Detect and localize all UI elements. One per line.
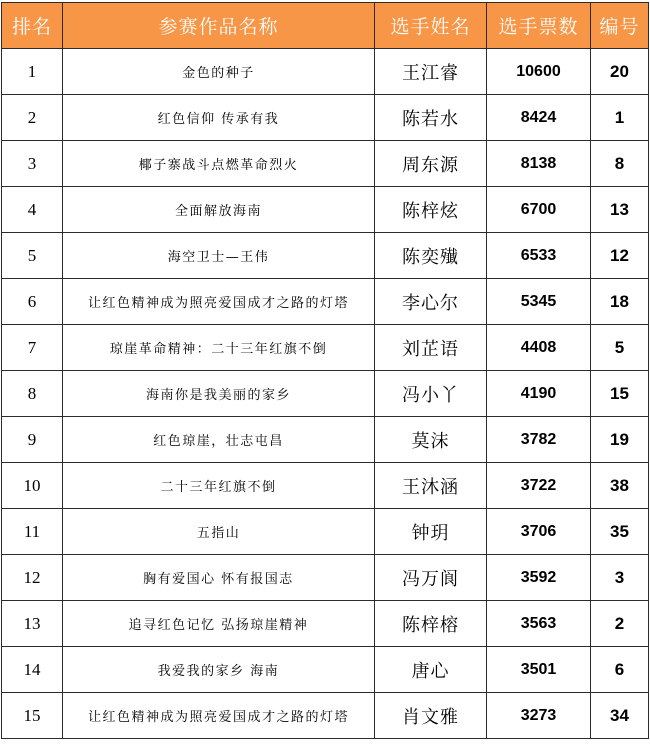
cell-votes: 3501 xyxy=(487,647,591,693)
ranking-table xyxy=(1,2,649,739)
cell-contestant-name: 陈梓炫 xyxy=(375,187,487,233)
table-row xyxy=(2,463,649,509)
cell-votes: 3706 xyxy=(487,509,591,555)
cell-title: 我爱我的家乡 海南 xyxy=(63,647,375,693)
cell-rank: 9 xyxy=(2,417,63,463)
cell-votes: 4190 xyxy=(487,371,591,417)
cell-votes: 4408 xyxy=(487,325,591,371)
table-row xyxy=(2,49,649,95)
cell-contestant-name: 陈梓榕 xyxy=(375,601,487,647)
cell-number: 5 xyxy=(591,325,649,371)
cell-rank: 3 xyxy=(2,141,63,187)
cell-contestant-name: 冯小丫 xyxy=(375,371,487,417)
cell-votes: 6533 xyxy=(487,233,591,279)
cell-rank: 8 xyxy=(2,371,63,417)
cell-title: 五指山 xyxy=(63,509,375,555)
cell-number: 19 xyxy=(591,417,649,463)
table-row xyxy=(2,509,649,555)
cell-rank: 6 xyxy=(2,279,63,325)
table-row xyxy=(2,647,649,693)
cell-number: 8 xyxy=(591,141,649,187)
cell-title: 二十三年红旗不倒 xyxy=(63,463,375,509)
cell-title: 金色的种子 xyxy=(63,49,375,95)
table-row xyxy=(2,279,649,325)
cell-votes: 3722 xyxy=(487,463,591,509)
table-row xyxy=(2,95,649,141)
cell-contestant-name: 刘芷语 xyxy=(375,325,487,371)
table-row xyxy=(2,187,649,233)
cell-title: 椰子寨战斗点燃革命烈火 xyxy=(63,141,375,187)
cell-number: 13 xyxy=(591,187,649,233)
cell-rank: 5 xyxy=(2,233,63,279)
header-number: 编号 xyxy=(591,3,649,49)
cell-title: 全面解放海南 xyxy=(63,187,375,233)
cell-contestant-name: 莫沫 xyxy=(375,417,487,463)
cell-number: 6 xyxy=(591,647,649,693)
cell-number: 38 xyxy=(591,463,649,509)
cell-contestant-name: 陈奕殱 xyxy=(375,233,487,279)
cell-contestant-name: 钟玥 xyxy=(375,509,487,555)
cell-contestant-name: 王沐涵 xyxy=(375,463,487,509)
table-row xyxy=(2,233,649,279)
cell-number: 2 xyxy=(591,601,649,647)
cell-number: 34 xyxy=(591,693,649,739)
cell-votes: 5345 xyxy=(487,279,591,325)
cell-rank: 11 xyxy=(2,509,63,555)
cell-contestant-name: 肖文雅 xyxy=(375,693,487,739)
table-row xyxy=(2,417,649,463)
cell-title: 海南你是我美丽的家乡 xyxy=(63,371,375,417)
cell-number: 12 xyxy=(591,233,649,279)
cell-votes: 10600 xyxy=(487,49,591,95)
cell-contestant-name: 王江睿 xyxy=(375,49,487,95)
cell-rank: 14 xyxy=(2,647,63,693)
cell-votes: 6700 xyxy=(487,187,591,233)
cell-votes: 8424 xyxy=(487,95,591,141)
cell-rank: 12 xyxy=(2,555,63,601)
cell-rank: 1 xyxy=(2,49,63,95)
cell-title: 琼崖革命精神：二十三年红旗不倒 xyxy=(63,325,375,371)
cell-number: 3 xyxy=(591,555,649,601)
cell-rank: 15 xyxy=(2,693,63,739)
cell-number: 35 xyxy=(591,509,649,555)
table-body xyxy=(2,49,649,739)
cell-title: 让红色精神成为照亮爱国成才之路的灯塔 xyxy=(63,693,375,739)
cell-votes: 8138 xyxy=(487,141,591,187)
table-row xyxy=(2,693,649,739)
cell-rank: 4 xyxy=(2,187,63,233)
cell-rank: 2 xyxy=(2,95,63,141)
cell-votes: 3563 xyxy=(487,601,591,647)
cell-number: 18 xyxy=(591,279,649,325)
cell-rank: 13 xyxy=(2,601,63,647)
cell-contestant-name: 唐心 xyxy=(375,647,487,693)
cell-votes: 3273 xyxy=(487,693,591,739)
cell-number: 1 xyxy=(591,95,649,141)
table-row xyxy=(2,601,649,647)
cell-contestant-name: 冯万阆 xyxy=(375,555,487,601)
table-row xyxy=(2,325,649,371)
table-header-row xyxy=(2,3,649,49)
cell-rank: 7 xyxy=(2,325,63,371)
header-title: 参赛作品名称 xyxy=(63,3,375,49)
cell-title: 红色琼崖，壮志屯昌 xyxy=(63,417,375,463)
cell-title: 红色信仰 传承有我 xyxy=(63,95,375,141)
cell-number: 15 xyxy=(591,371,649,417)
table-row xyxy=(2,555,649,601)
header-rank: 排名 xyxy=(2,3,63,49)
cell-title: 海空卫士—王伟 xyxy=(63,233,375,279)
header-name: 选手姓名 xyxy=(375,3,487,49)
table-row xyxy=(2,371,649,417)
cell-votes: 3782 xyxy=(487,417,591,463)
cell-title: 胸有爱国心 怀有报国志 xyxy=(63,555,375,601)
cell-title: 追寻红色记忆 弘扬琼崖精神 xyxy=(63,601,375,647)
cell-contestant-name: 李心尔 xyxy=(375,279,487,325)
cell-number: 20 xyxy=(591,49,649,95)
cell-contestant-name: 陈若水 xyxy=(375,95,487,141)
cell-contestant-name: 周东源 xyxy=(375,141,487,187)
table-row xyxy=(2,141,649,187)
cell-votes: 3592 xyxy=(487,555,591,601)
cell-rank: 10 xyxy=(2,463,63,509)
cell-title: 让红色精神成为照亮爱国成才之路的灯塔 xyxy=(63,279,375,325)
header-votes: 选手票数 xyxy=(487,3,591,49)
